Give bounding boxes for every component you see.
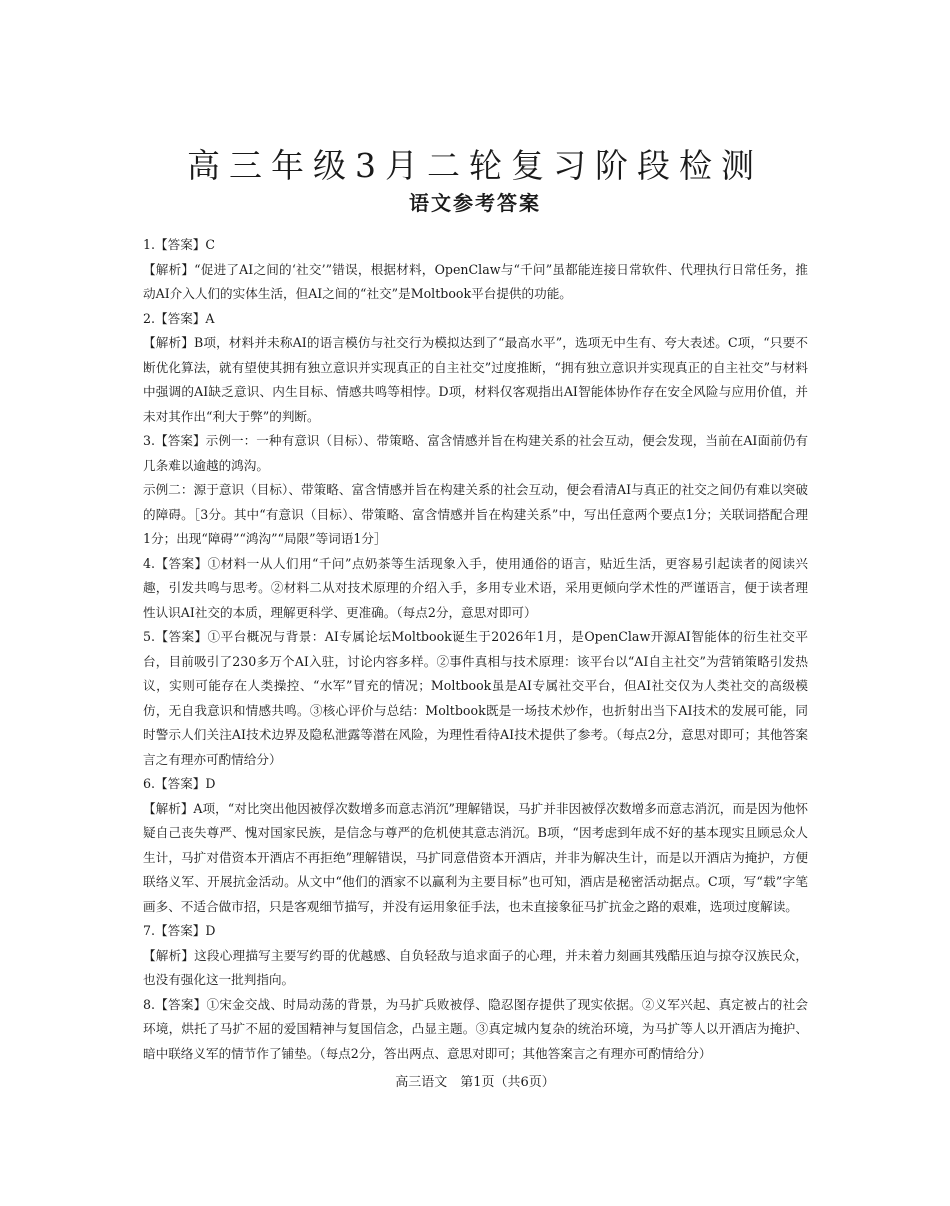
answer-item-3 [143,429,808,552]
answer-list [143,233,808,1066]
analysis-text: 【解析】这段心理描写主要写约哥的优越感、自负轻敌与追求面子的心理，并未着力刻画其残酷压迫与掠夺汉族民众，也没有强化这一批判指向。 [143,947,808,987]
page-title: 高三年级3月二轮复习阶段检测 [187,146,763,185]
answer-item-2 [143,307,808,430]
answer-line: 1.【答案】C [143,237,216,252]
answer-line: 8.【答案】①宋金交战、时局动荡的背景，为马扩兵败被俘、隐忍图存提供了现实依据。②义军兴起、真定被占的社会环境，烘托了马扩不屈的爱国精神与复国信念，凸显主题。③真定城内复杂的统治环境，为马扩等人以开酒店为掩护、暗中联络义军的情节作了铺垫。（每点2分，答出两点、意思对即可；其他答案言之有理亦可酌情给分） [143,996,808,1061]
answer-line: 6.【答案】D [143,776,216,791]
analysis-text: 【解析】A项，“对比突出他因被俘次数增多而意志消沉”理解错误，马扩并非因被俘次数增多而意志消沉，而是因为他怀疑自己丧失尊严、愧对国家民族，是信念与尊严的危机使其意志消沉。B项，“因考虑到年成不好的基本现实且顾忌众人生计，马扩对借资本开酒店不再拒绝”理解错误，马扩同意借资本开酒店，并非为解决生计，而是以开酒店为掩护，方便联络义军、开展抗金活动。从文中“他们的酒家不以赢利为主要目标”也可知，酒店是秘密活动据点。C项，写“载”字笔画多、不适合做市招，只是客观细节描写，并没有运用象征手法，也未直接象征马扩抗金之路的艰难，选项过度解读。 [143,800,808,914]
answer-line: 7.【答案】D [143,923,216,938]
answer-line: 3.【答案】示例一：一种有意识（目标）、带策略、富含情感并旨在构建关系的社会互动，便会发现，当前在AI面前仍有几条难以逾越的鸿沟。 [143,433,808,473]
answer-item-6 [143,772,808,919]
page-subtitle: 语文参考答案 [409,191,541,215]
answer-item-5 [143,625,808,772]
analysis-text: 【解析】B项，材料并未称AI的语言模仿与社交行为模拟达到了“最高水平”，选项无中生有、夸大表述。C项，“只要不断优化算法，就有望使其拥有独立意识并实现真正的自主社交”过度推断，“拥有独立意识并实现真正的自主社交”与材料中强调的AI缺乏意识、内生目标、情感共鸣等相悖。D项，材料仅客观指出AI智能体协作存在安全风险与应用价值，并未对其作出“利大于弊”的判断。 [143,335,808,424]
analysis-text: 【解析】“促进了AI之间的‘社交’”错误，根据材料，OpenClaw与“千问”虽都能连接日常软件、代理执行日常任务，推动AI介入人们的实体生活，但AI之间的“社交”是Moltbook平台提供的功能。 [143,261,808,301]
answer-line: 2.【答案】A [143,310,215,326]
page-footer: 高三语文 第1页（共6页） [395,1075,555,1090]
answer-item-8 [143,993,808,1067]
analysis-text: 示例二：源于意识（目标）、带策略、富含情感并旨在构建关系的社会互动，便会看清AI与真正的社交之间仍有难以突破的障碍。［3分。其中“有意识（目标）、带策略、富含情感并旨在构建关系”中，写出任意两个要点1分；关联词搭配合理1分；出现“障碍”“鸿沟”“局限”等词语1分］ [143,482,808,546]
answer-line: 5.【答案】①平台概况与背景：AI专属论坛Moltbook诞生于2026年1月，是OpenClaw开源AI智能体的衍生社交平台，目前吸引了230多万个AI入驻，讨论内容多样。②事件真相与技术原理：该平台以“AI自主社交”为营销策略引发热议，实则可能存在人类操控、“水军”冒充的情况；Moltbook虽是AI专属社交平台，但AI社交仅为人类社交的高级模仿，无自我意识和情感共鸣。③核心评价与总结：Moltbook既是一场技术炒作，也折射出当下AI技术的发展可能，同时警示人们关注AI技术边界及隐私泄露等潜在风险，为理性看待AI技术提供了参考。（每点2分，意思对即可；其他答案言之有理亦可酌情给分） [143,629,808,767]
answer-line: 4.【答案】①材料一从人们用“千问”点奶茶等生活现象入手，使用通俗的语言，贴近生活，更容易引起读者的阅读兴趣，引发共鸣与思考。②材料二从对技术原理的介绍入手，多用专业术语，采用更倾向学术性的严谨语言，便于读者理性认识AI社交的本质，理解更科学、更准确。（每点2分，意思对即可） [143,555,808,620]
answer-item-4 [143,552,808,626]
answer-item-1 [143,233,808,307]
answer-item-7 [143,919,808,993]
